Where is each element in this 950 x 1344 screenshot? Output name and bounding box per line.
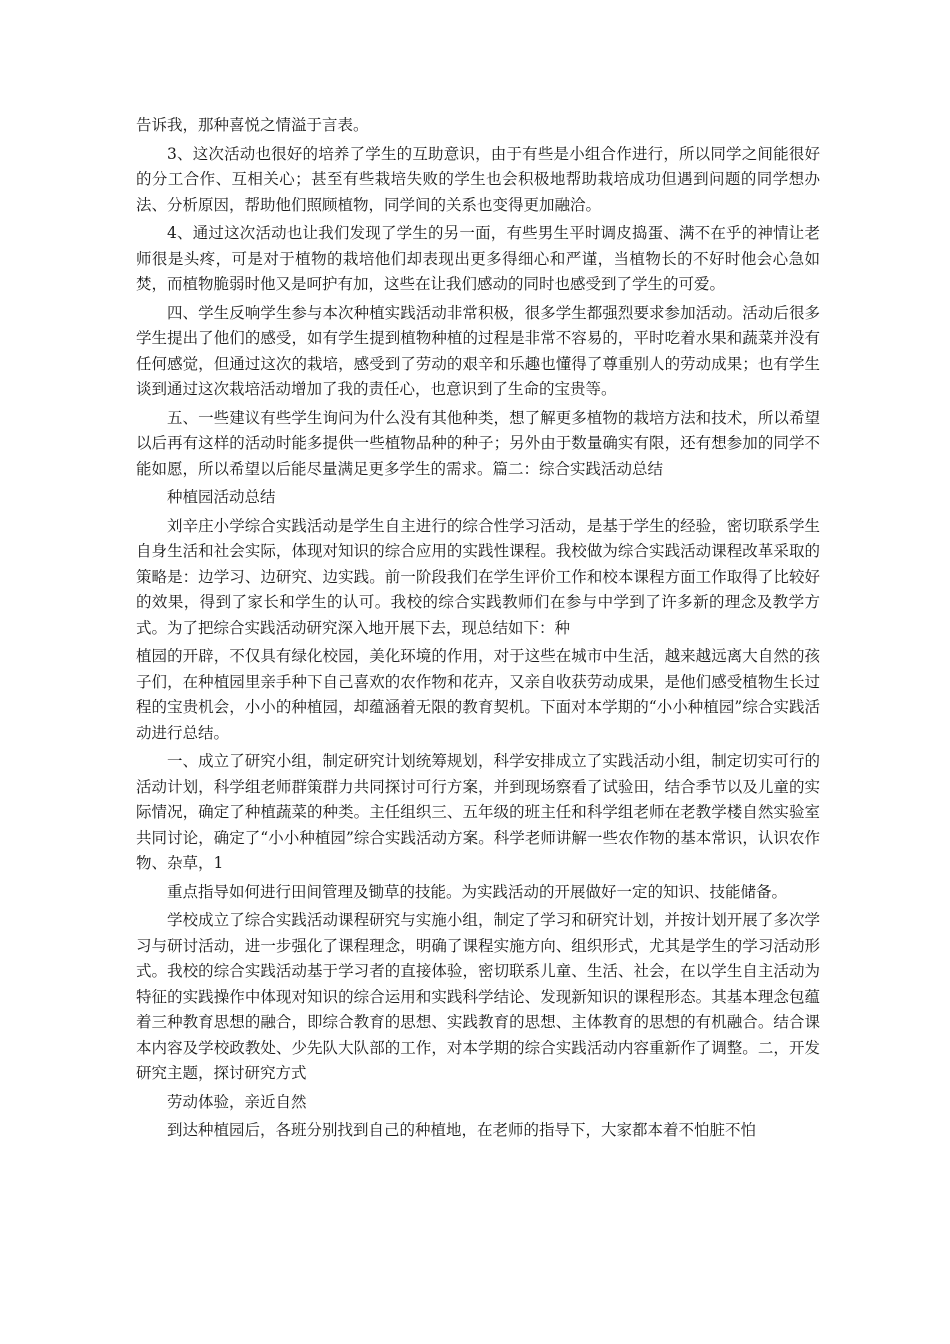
- paragraph: 重点指导如何进行田间管理及锄草的技能。为实践活动的开展做好一定的知识、技能储备。: [167, 882, 788, 901]
- paragraph: 到达种植园后，各班分别找到自己的种植地，在老师的指导下，大家都本着不怕脏不怕: [167, 1121, 757, 1139]
- paragraph: 学校成立了综合实践活动课程研究与实施小组，制定了学习和研究计划，并按计划开展了多次学习与研讨活动，进一步强化了课程理念，明确了课程实施方向、组织形式，尤其是学生的学习活动形式。我校的综合实践活动基于学习者的直接体验，密切联系儿童、生活、社会，在以学生自主活动为特征的实践操作中体现对知识的综合运用和实践科学结论、发现新知识的课程形态。其基本理念包蕴着三种教育思想的融合，即综合教育的思想、实践教育的思想、主体教育的思想的有机融合。结合课本内容及学校政教处、少先队大队部的工作，对本学期的综合实践活动内容重新作了调整。二，开发研究主题，探讨研究方式: [136, 911, 820, 1082]
- paragraph: 告诉我，那种喜悦之情溢于言表。: [136, 116, 369, 134]
- paragraph: 植园的开辟，不仅具有绿化校园，美化环境的作用，对于这些在城市中生活，越来越远离大自然的孩子们，在种植园里亲手种下自己喜欢的农作物和花卉，又亲自收获劳动成果，是他们感受植物生长过程的宝贵机会，小小的种植园，却蕴涵着无限的教育契机。下面对本学期的“小小种植园”综合实践活动进行总结。: [136, 647, 820, 742]
- subsection-heading: 劳动体验，亲近自然: [167, 1092, 307, 1111]
- paragraph: 一、成立了研究小组，制定研究计划统筹规划，科学安排成立了实践活动小组，制定切实可行的活动计划，科学组老师群策群力共同探讨可行方案，并到现场察看了试验田，结合季节以及儿童的实际情况，确定了种植蔬菜的种类。主任组织三、五年级的班主任和科学组老师在老教学楼自然实验室共同讨论，确定了“小小种植园”综合实践活动方案。科学老师讲解一些农作物的基本常识，认识农作物、杂草，1: [136, 752, 820, 872]
- paragraph: 刘辛庄小学综合实践活动是学生自主进行的综合性学习活动，是基于学生的经验，密切联系学生自身生活和社会实际，体现对知识的综合应用的实践性课程。我校做为综合实践活动课程改革采取的策略是：边学习、边研究、边实践。前一阶段我们在学生评价工作和校本课程方面工作取得了比较好的效果，得到了家长和学生的认可。我校的综合实践教师们在参与中学到了许多新的理念及教学方式。为了把综合实践活动研究深入地开展下去，现总结如下：种: [136, 516, 820, 637]
- paragraph: 3、这次活动也很好的培养了学生的互助意识，由于有些是小组合作进行，所以同学之间能很好的分工合作、互相关心；甚至有些栽培失败的学生也会积极地帮助栽培成功但遇到问题的同学想办法、分析原因，帮助他们照顾植物，同学间的关系也变得更加融洽。: [136, 144, 820, 214]
- section-heading: 种植园活动总结: [167, 488, 276, 506]
- paragraph: 4、通过这次活动也让我们发现了学生的另一面，有些男生平时调皮捣蛋、满不在乎的神情让老师很是头疼，可是对于植物的栽培他们却表现出更多得细心和严谨，当植物长的不好时他会心急如焚，而植物脆弱时他又是呵护有加，这些在让我们感动的同时也感受到了学生的可爱。: [136, 224, 820, 293]
- paragraph: 四、学生反响学生参与本次种植实践活动非常积极，很多学生都强烈要求参加活动。活动后很多学生提出了他们的感受，如有学生提到植物种植的过程是非常不容易的，平时吃着水果和蔬菜并没有任何感觉，但通过这次的栽培，感受到了劳动的艰辛和乐趣也懂得了尊重别人的劳动成果；也有学生谈到通过这次栽培活动增加了我的责任心，也意识到了生命的宝贵等。: [136, 303, 820, 398]
- document-body: [136, 113, 820, 1147]
- paragraph: 五、一些建议有些学生询问为什么没有其他种类，想了解更多植物的栽培方法和技术，所以希望以后再有这样的活动时能多提供一些植物品种的种子；另外由于数量确实有限，还有想参加的同学不能如愿，所以希望以后能尽量满足更多学生的需求。篇二：综合实践活动总结: [136, 408, 820, 478]
